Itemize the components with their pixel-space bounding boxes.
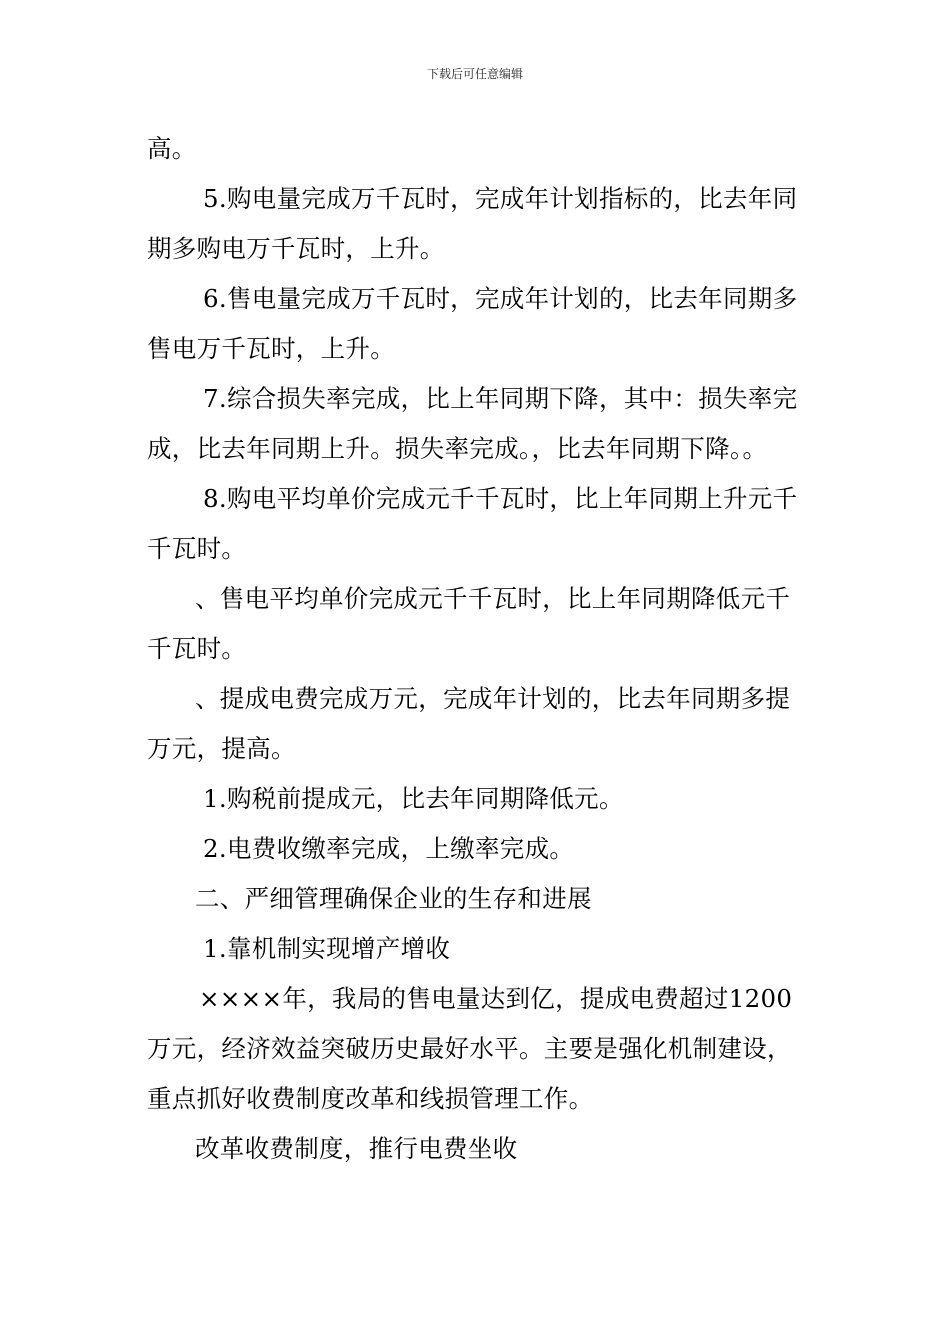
paragraph-3: 6.售电量完成万千瓦时，完成年计划的，比去年同期多售电万千瓦时，上升。	[147, 284, 798, 363]
page-header: 下载后可任意编辑	[426, 67, 523, 81]
paragraph-8: 1.购税前提成元，比去年同期降低元。	[203, 784, 624, 813]
section-heading: 二、严细管理确保企业的生存和进展	[195, 884, 592, 913]
paragraph-4: 7.综合损失率完成，比上年同期下降，其中：损失率完成，比去年同期上升。损失率完成。，比去年同期下降。。	[147, 384, 798, 463]
paragraph-12: ××××年，我局的售电量达到亿，提成电费超过1200万元，经济效益突破历史最好水平。主要是强化机制建设，重点抓好收费制度改革和线损管理工作。	[147, 984, 793, 1113]
paragraph-5: 8.购电平均单价完成元千千瓦时，比上年同期上升元千千瓦时。	[147, 484, 798, 563]
paragraph-7: 、提成电费完成万元，完成年计划的，比去年同期多提万元，提高。	[147, 684, 791, 763]
document-body	[147, 124, 805, 1174]
paragraph-1: 高。	[147, 134, 197, 163]
subsection-heading: 1.靠机制实现增产增收	[203, 934, 451, 963]
paragraph-2: 5.购电量完成万千瓦时，完成年计划指标的，比去年同期多购电万千瓦时，上升。	[147, 184, 798, 263]
paragraph-9: 2.电费收缴率完成，上缴率完成。	[203, 834, 575, 863]
paragraph-6: 、售电平均单价完成元千千瓦时，比上年同期降低元千千瓦时。	[147, 584, 791, 663]
paragraph-13: 改革收费制度，推行电费坐收	[195, 1134, 518, 1163]
